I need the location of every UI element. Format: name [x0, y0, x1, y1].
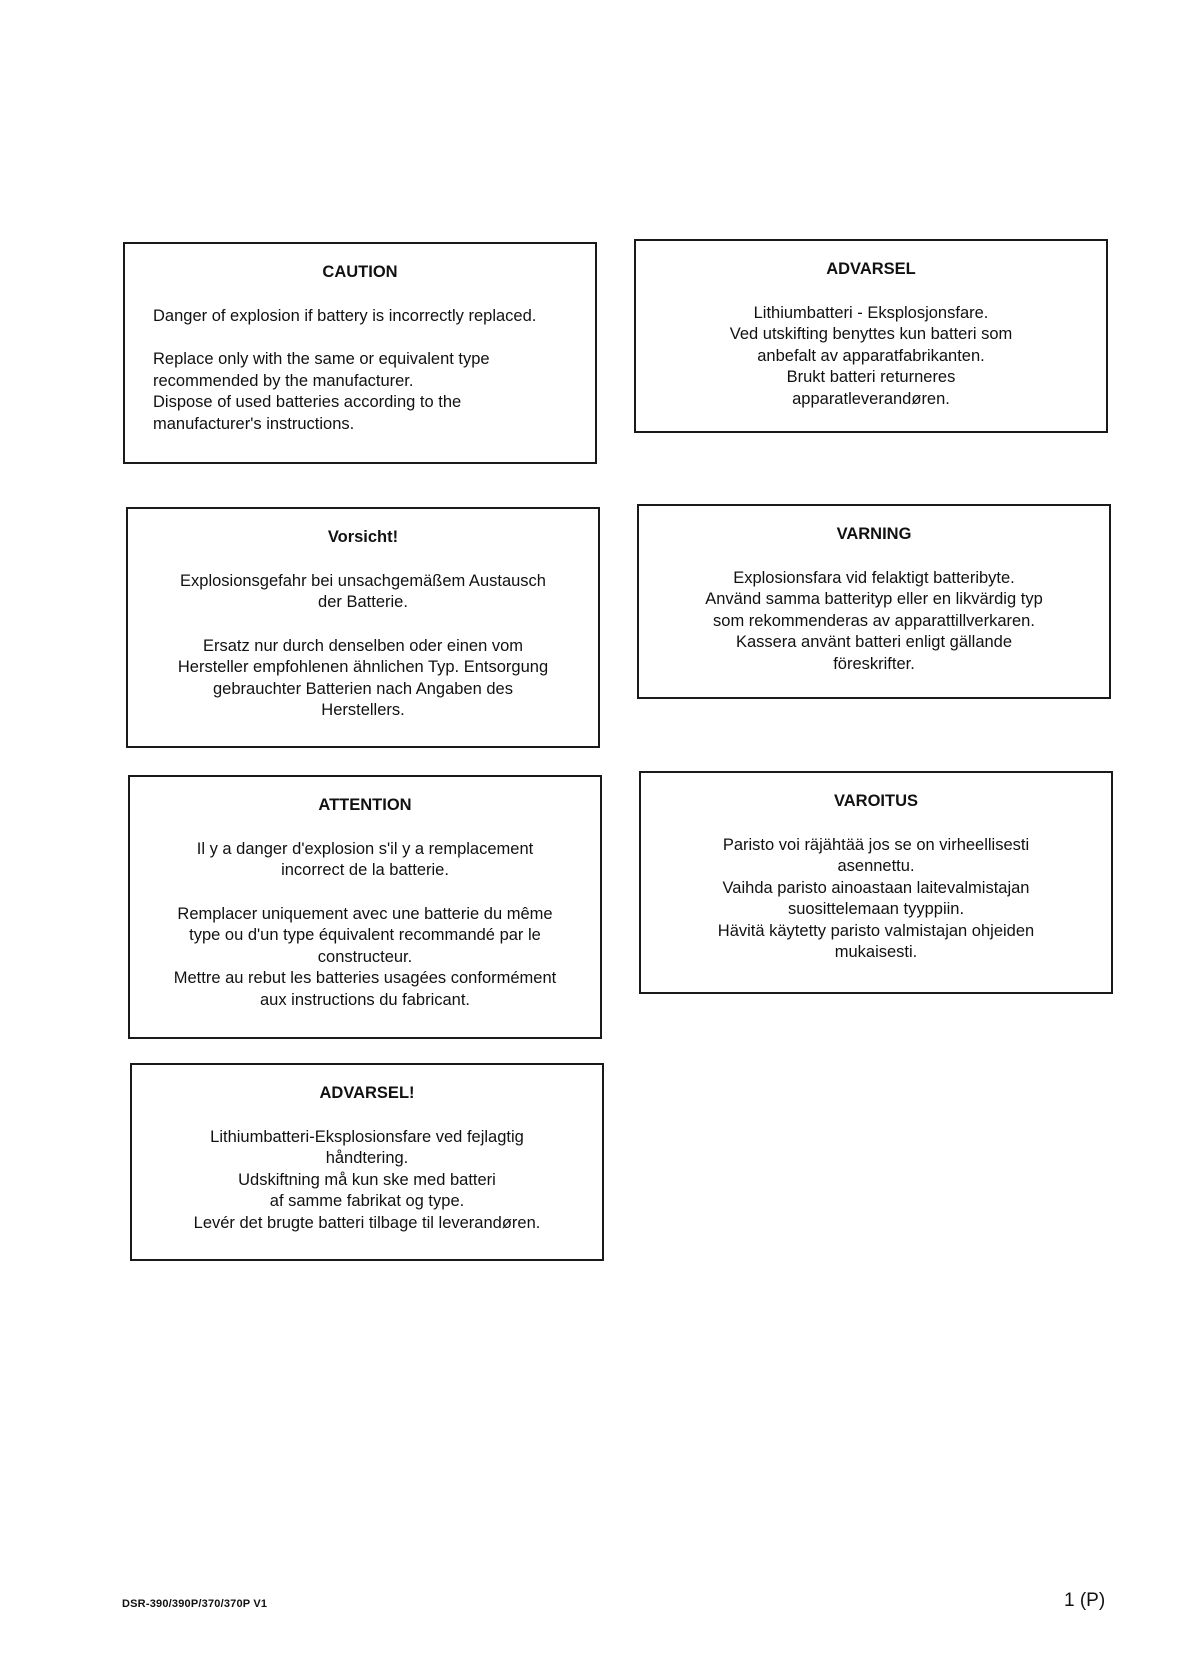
attention-text-1: Il y a danger d'explosion s'il y a remplacement incorrect de la batterie.: [196, 839, 534, 879]
varoitus-text: Paristo voi räjähtää jos se on virheellisesti asennettu. Vaihda paristo ainoastaan laitevalmistajan suosittelemaan tyyppiin. Hävitä käytetty paristo valmistajan ohjeiden mukaisesti.: [717, 835, 1035, 961]
varoitus-box: [639, 771, 1113, 994]
caution-box: [123, 242, 597, 464]
vorsicht-text-1: Explosionsgefahr bei unsachgemäßem Austausch der Batterie.: [180, 571, 546, 611]
attention-text-2: Remplacer uniquement avec une batterie du même type ou d'un type équivalent recommandé par le constructeur. Mettre au rebut les batteries usagées conformément aux instructions du fabricant.: [173, 904, 557, 1009]
varoitus-title: VAROITUS: [833, 792, 919, 810]
advarsel-norwegian-box: [634, 239, 1108, 433]
vorsicht-title: Vorsicht!: [327, 528, 399, 546]
model-number: DSR-390/390P/370/370P V1: [122, 1598, 268, 1610]
page-number: 1 (P): [1064, 1590, 1106, 1611]
attention-box: [128, 775, 602, 1039]
caution-title: CAUTION: [322, 263, 398, 281]
caution-text-1: Danger of explosion if battery is incorrectly replaced.: [153, 306, 537, 325]
advarsel-norwegian-title: ADVARSEL: [826, 260, 916, 278]
varning-box: [637, 504, 1111, 699]
varning-text: Explosionsfara vid felaktigt batteribyte. Använd samma batterityp eller en likvärdig typ som rekommenderas av apparattillverkaren. Kassera använt batteri enligt gällande föreskrifter.: [705, 568, 1043, 673]
caution-text-2: Replace only with the same or equivalent type recommended by the manufacturer. Dispose of used batteries according to the manufacturer's instructions.: [153, 350, 490, 433]
advarsel-danish-title: ADVARSEL!: [319, 1084, 415, 1102]
attention-title: ATTENTION: [318, 796, 412, 814]
vorsicht-box: [126, 507, 600, 748]
vorsicht-text-2: Ersatz nur durch denselben oder einen vom Hersteller empfohlenen ähnlichen Typ. Entsorgung gebrauchter Batterien nach Angaben des Herstellers.: [177, 636, 549, 719]
advarsel-danish-text: Lithiumbatteri-Eksplosionsfare ved fejlagtig håndtering. Udskiftning må kun ske med batteri af samme fabrikat og type. Levér det brugte batteri tilbage til leverandøren.: [193, 1127, 541, 1232]
advarsel-danish-box: [130, 1063, 604, 1261]
advarsel-norwegian-text: Lithiumbatteri - Eksplosjonsfare. Ved utskifting benyttes kun batteri som anbefalt av apparatfabrikanten. Brukt batteri returneres apparatleverandøren.: [729, 303, 1013, 408]
varning-title: VARNING: [836, 525, 912, 543]
